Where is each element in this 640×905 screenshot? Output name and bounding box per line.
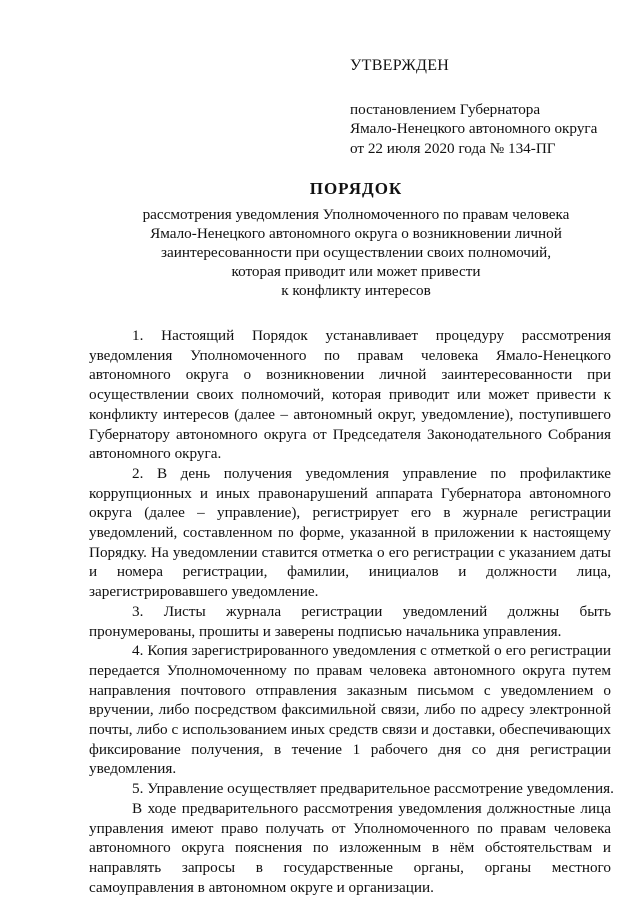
text-line: управления имеют право получать от Уполномоченного по правам человека	[89, 819, 611, 837]
text-line: Губернатору автономного округа от Председателя Законодательного Собрания	[89, 425, 611, 443]
text-line: уведомления Уполномоченного по правам человека Ямало-Ненецкого	[89, 346, 611, 364]
approval-stamp	[350, 56, 610, 158]
text-line: автономного округа о возникновении личной заинтересованности при	[89, 366, 611, 384]
document-title-block	[118, 179, 594, 300]
text-line: самоуправления в автономном округе и организации.	[89, 878, 434, 896]
text-line: почты, либо с использованием иных средств связи и доставки, обеспечивающих	[89, 721, 611, 739]
text-line: коррупционных и иных правонарушений аппарата Губернатора автономного	[89, 484, 611, 502]
paragraph-1	[89, 326, 611, 464]
text-line: конфликту интересов (далее – автономный округ, уведомление), поступившего	[89, 405, 611, 423]
subtitle-line: рассмотрения уведомления Уполномоченного по правам человека	[142, 206, 570, 223]
text-line: 3. Листы журнала регистрации уведомлений должны быть	[132, 602, 611, 620]
approval-line: постановлением Губернатора	[350, 100, 541, 118]
text-line: 5. Управление осуществляет предварительное рассмотрение уведомления.	[132, 780, 614, 798]
text-line: направлять запросы в государственные органы, органы местного	[89, 858, 611, 876]
text-line: автономного округа.	[89, 445, 222, 463]
text-line: зарегистрировавшего уведомление.	[89, 583, 319, 601]
text-line: вручении, либо посредством факсимильной связи, либо по адресу электронной	[89, 701, 611, 719]
paragraph-2	[89, 464, 611, 602]
subtitle-line: Ямало-Ненецкого автономного округа о возникновении личной	[150, 225, 562, 242]
text-line: осуществлении своих полномочий, которая приводит или может привести к	[89, 386, 611, 404]
text-line: пронумерованы, прошиты и заверены подписью начальника управления.	[89, 622, 562, 640]
subtitle-line: к конфликту интересов	[281, 282, 431, 299]
text-line: и номера регистрации, фамилии, инициалов и должности лица,	[89, 563, 611, 581]
approval-line: Ямало-Ненецкого автономного округа	[350, 120, 598, 137]
text-line: 1. Настоящий Порядок устанавливает процедуру рассмотрения	[132, 327, 611, 344]
subtitle-line: которая приводит или может привести	[231, 263, 481, 280]
paragraph-3	[89, 602, 611, 641]
text-line: Порядку. На уведомлении ставится отметка о его регистрации с указанием даты	[89, 543, 611, 561]
text-line: уведомления.	[89, 760, 177, 778]
paragraph-5	[89, 779, 614, 799]
text-line: 4. Копия зарегистрированного уведомления с отметкой о его регистрации	[132, 642, 611, 660]
text-line: фиксирование получения, в течение 1 рабочего дня со дня регистрации	[89, 740, 611, 758]
document-body	[89, 326, 614, 897]
approval-heading: УТВЕРЖДЕН	[350, 57, 450, 74]
text-line: направления почтового отправления заказным письмом с уведомлением о	[89, 681, 611, 699]
approval-line: от 22 июля 2020 года № 134-ПГ	[350, 139, 556, 157]
text-line: автономного округа пояснения по изложенным в нём обстоятельствам и	[89, 839, 611, 857]
text-line: передается Уполномоченному по правам человека автономного округа путем	[89, 661, 611, 679]
paragraph-6	[89, 799, 611, 898]
text-line: В ходе предварительного рассмотрения уведомления должностные лица	[132, 799, 611, 817]
text-line: 2. В день получения уведомления управление по профилактике	[132, 464, 611, 482]
paragraph-4	[89, 641, 611, 779]
subtitle-line: заинтересованности при осуществлении своих полномочий,	[160, 244, 552, 261]
text-line: округа (далее – управление), регистрирует его в журнале регистрации	[89, 504, 611, 522]
text-line: уведомлений, составленном по форме, указанной в приложении к настоящему	[89, 524, 611, 542]
document-title: ПОРЯДОК	[309, 179, 403, 198]
